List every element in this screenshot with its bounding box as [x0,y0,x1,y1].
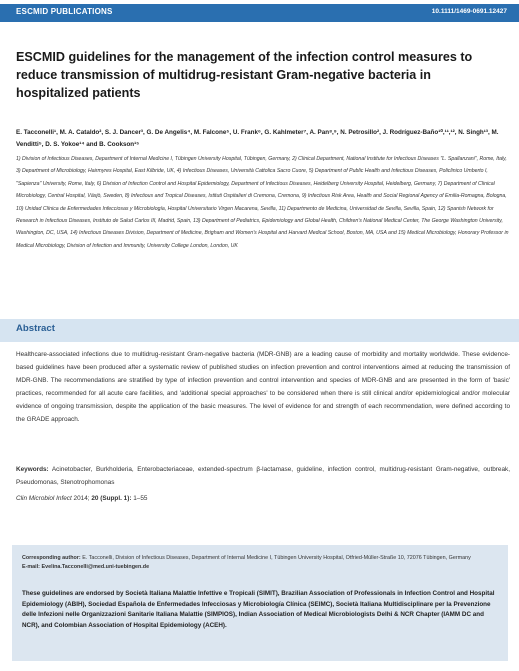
article-title: ESCMID guidelines for the management of the infection control measures to reduce transmission of multidrug-resistant Gram-negative bacteria in hospitalized patients [16,50,473,100]
author-list: E. Tacconelli¹, M. A. Cataldo², S. J. Dancer³, G. De Angelis⁴, M. Falcone⁵, U. Frank⁶, G. Kahlmeter⁷, A. Pan⁸,⁹, N. Petrosillo², J. Rodríguez-Baño¹⁰,¹¹,¹², N. Singh¹³, M. Venditti⁵, D. S. Yokoe¹⁴ and B. Cookson¹⁵ [16,129,499,148]
citation [16,495,147,502]
keywords-label: Keywords: [16,466,49,473]
keywords-text: Acinetobacter, Burkholderia, Enterobacteriaceae, extended-spectrum β-lactamase, guideline, infection control, multidrug-resistant Gram-negative, outbreak, Pseudomonas, Stenotrophomonas [16,466,510,486]
keywords [16,463,510,489]
publication-label: ESCMID PUBLICATIONS [16,7,113,16]
citation-issue: (Suppl. 1): [100,495,132,502]
email-link[interactable]: Evelina.Tacconelli@med.uni-tuebingen.de [41,564,150,571]
endorsement-text: These guidelines are endorsed by Società Italiana Malattie Infettive e Tropicali (SIMIT), Brazilian Association of Professionals in Infection Control and Hospital Epidemiology (ABIH), Sociedad Española de Enfermedades Infecciosas y Microbiología Clínica (SEIMC), Società Italiana Multidisciplinare per la Prevenzione delle Infezioni nelle Organizzazioni Sanitarie Italiana Malattie (SIMPIOS), Indian Association of Medical Microbiologists Delhi & NCR Chapter (IAMM DC and NCR), and Colombian Association of Hospital Epidemiology (ACEH). [22,590,495,629]
header-bar [0,4,519,22]
abstract-heading: Abstract [16,323,55,334]
abstract-heading-band [0,319,519,342]
correspondence [22,554,502,572]
doi-label[interactable]: 10.1111/1469-0691.12427 [431,8,507,15]
footer-box [12,545,508,661]
citation-volume: 20 [91,495,99,502]
citation-journal: Clin Microbiol Infect [16,495,72,502]
email-label: E-mail: [22,564,40,571]
citation-pages: 1–55 [133,495,148,502]
correspondence-label: Corresponding author: [22,555,81,561]
citation-year: 2014; [73,495,90,502]
correspondence-text: E. Tacconelli, Division of Infectious Diseases, Department of Internal Medicine I, Tübingen University Hospital, Otfried-Müller-Straße 10, 72076 Tübingen, Germany [82,555,471,561]
abstract-text: Healthcare-associated infections due to multidrug-resistant Gram-negative bacteria (MDR-GNB) are a leading cause of morbidity and mortality worldwide. These evidence-based guidelines have been produced after a systematic review of published studies on infection prevention and control interventions aimed at reducing the transmission of MDR-GNB. The recommendations are stratified by type of infection prevention and control intervention and species of MDR-GNB and are presented in the form of 'basic' practices, recommended for all acute care facilities, and 'additional special approaches' to be considered when there is still clinical and/or epidemiological and/or molecular evidence of ongoing transmission, despite the application of the basic measures. The level of evidence for and strength of each recommendation, were defined according to the GRADE approach. [16,351,510,423]
affiliations: 1) Division of Infectious Diseases, Department of Internal Medicine I, Tübingen University Hospital, Tübingen, Germany, 2) Clinical Department, National Institute for Infectious Diseases "L. Spallanzani", Rome, Italy, 3) Department of Microbiology, Hairmyres Hospital, East Kilbride, UK, 4) Infectious Diseases, Università Cattolica Sacro Cuore, 5) Department of Public Health and Infectious Diseases, Policlinico Umberto I, "Sapienza" University, Rome, Italy, 6) Division of Infection Control and Hospital Epidemiology, Department of Infectious Diseases, Heidelberg University Hospital, Heidelberg, Germany, 7) Department of Clinical Microbiology, Central Hospital, Växjö, Sweden, 8) Infectious and Tropical Diseases, Istituti Ospitalieri di Cremona, Cremona, 9) Infectious Risk Area, Health and Social Regional Agency of Emilia-Romagna, Bologna, 10) Unidad Clínica de Enfermedades Infecciosas y Microbiología, Hospital Universitario Virgen Macarena, Sevilla, 11) Departmento de Medicina, Universidad de Sevilla, Sevilla, Spain, 12) Spanish Network for Research in Infectious Diseases, Instituto de Salud Carlos III, Madrid, Spain, 13) Department of Pediatrics, Epidemiology and Global Health, Children's National Medical Center, The George Washington University, Washington, DC, USA, 14) Infectious Diseases Division, Department of Medicine, Brigham and Women's Hospital and Harvard Medical School, Boston, MA, USA and 15) Medical Microbiology, Honorary Professor in Medical Microbiology, Division of Infection and Immunity, University College London, London, UK [16,156,509,249]
